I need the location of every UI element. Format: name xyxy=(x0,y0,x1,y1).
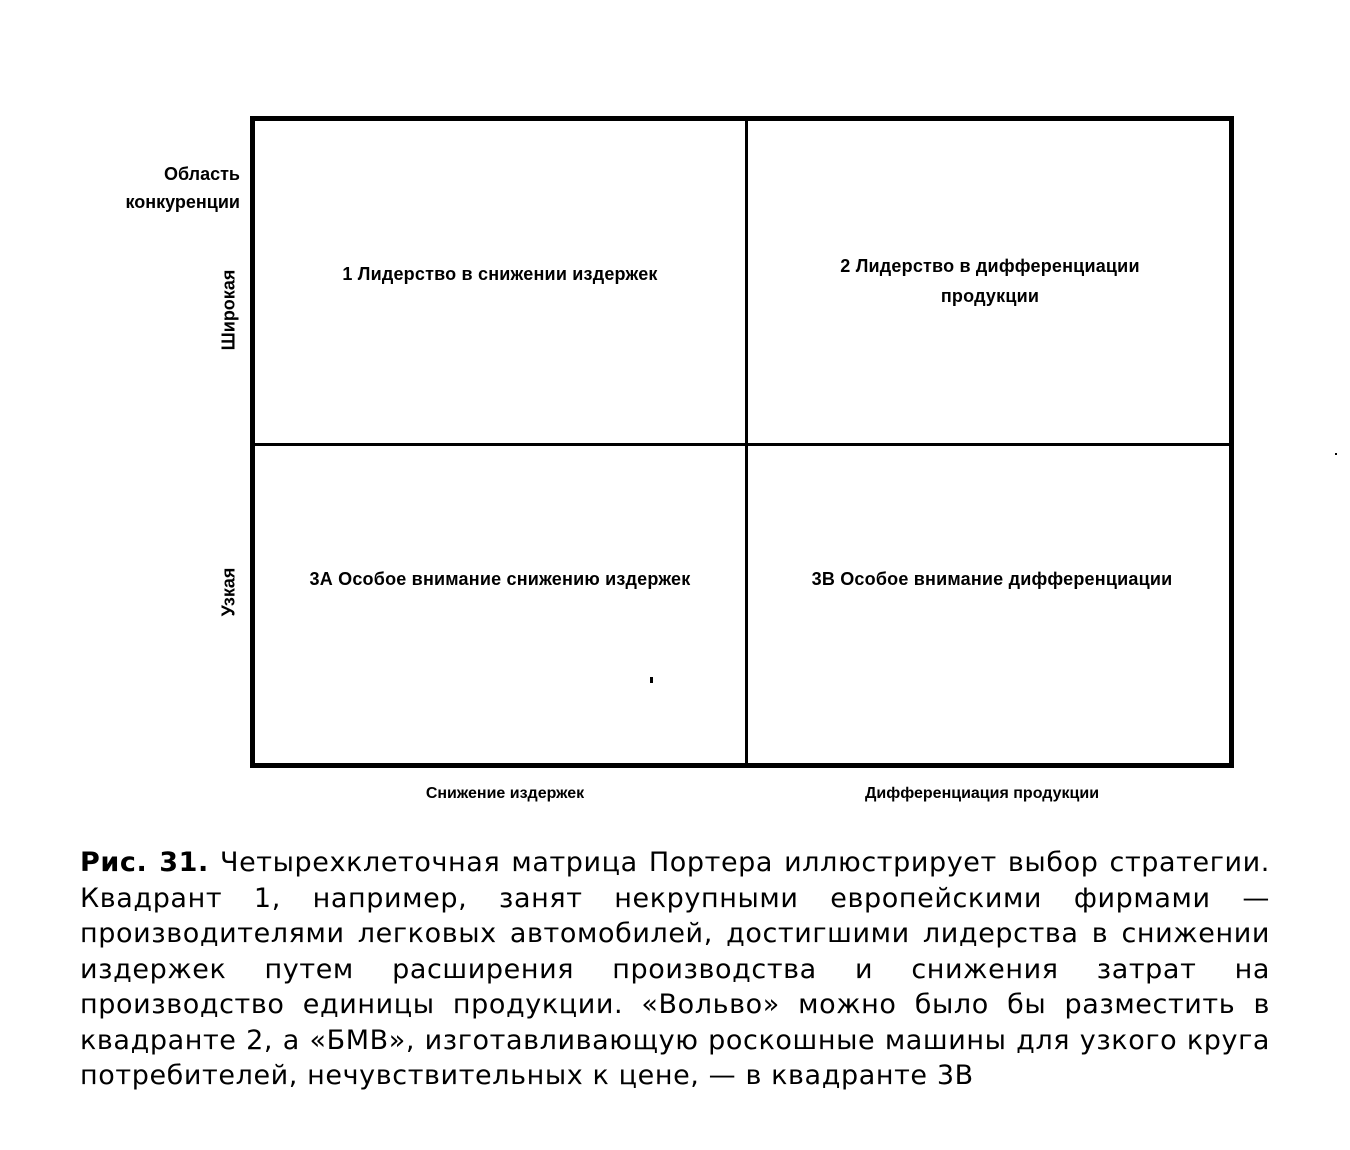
scan-speck-2 xyxy=(1335,453,1337,455)
quadrant-3a-label: 3А Особое внимание снижению издержек xyxy=(309,569,691,589)
quadrant-2-label: 2 Лидерство в дифференциации продукции xyxy=(840,256,1140,306)
quadrant-1-label: 1 Лидерство в снижении издержек xyxy=(342,264,658,284)
vertical-divider xyxy=(745,121,748,763)
y-axis-title: Область конкуренции xyxy=(125,164,240,212)
horizontal-divider xyxy=(255,443,1229,446)
caption-label: Рис. 31. xyxy=(80,847,209,878)
figure-caption xyxy=(80,845,1270,1094)
scan-speck xyxy=(650,677,653,683)
y-axis-label-wide: Широкая xyxy=(218,269,239,351)
y-axis-label-narrow: Узкая xyxy=(218,567,239,617)
quadrant-3b-label: 3В Особое внимание дифференциации xyxy=(811,569,1173,589)
matrix-grid xyxy=(250,116,1234,768)
x-axis-label-cost: Снижение издержек xyxy=(425,785,585,802)
caption-text: Четырехклеточная матрица Портера иллюстрирует выбор стратегии. Квадрант 1, например, занят некрупными европейскими фирмами — производителями легковых автомобилей, достигшими лидерства в снижении издержек путем расширения производства и снижения затрат на производство единицы продукции. «Вольво» можно было бы разместить в квадранте 2, а «БМВ», изготавливающую роскошные машины для узкого круга потребителей, нечувствительных к цене, — в квадранте 3В xyxy=(80,847,1270,1091)
x-axis-label-differentiation: Дифференциация продукции xyxy=(864,785,1100,802)
